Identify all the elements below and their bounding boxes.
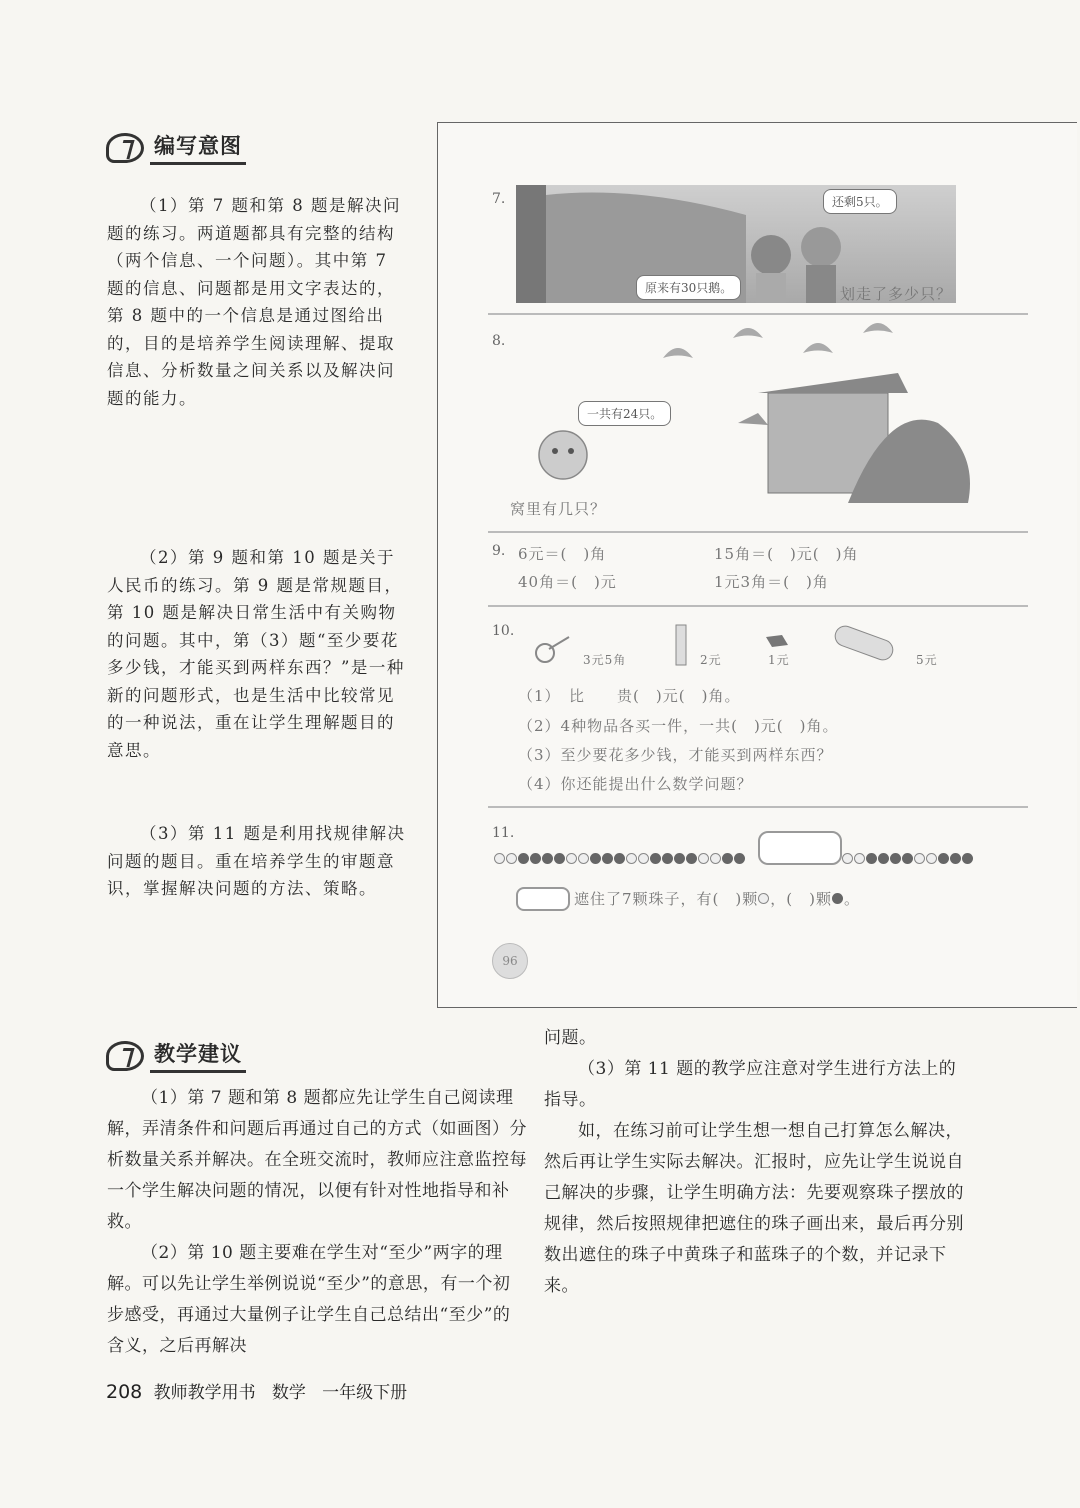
book-icon bbox=[106, 1041, 144, 1071]
pencil-case-icon bbox=[830, 623, 900, 665]
q8-question: 窝里有几只？ bbox=[510, 500, 607, 518]
price-label: 2元 bbox=[700, 653, 722, 667]
q9-item: 15角＝( )元( )角 bbox=[714, 545, 859, 563]
price-label: 5元 bbox=[916, 653, 938, 667]
bead-string bbox=[494, 849, 746, 868]
divider bbox=[488, 605, 1028, 607]
divider bbox=[488, 313, 1028, 315]
q9-item: 1元3角＝( )角 bbox=[714, 573, 829, 591]
divider bbox=[488, 531, 1028, 533]
price-label: 3元5角 bbox=[583, 653, 627, 667]
suggestion-paragraph-1: （1）第 7 题和第 8 题都应先让学生自己阅读理解，弄清条件和问题后再通过自己的方式（如画图）分析数量关系并解决。在全班交流时，教师应注意监控每一个学生解决问题的情况，以便有针对性地指导和补救。 bbox=[107, 1088, 527, 1232]
intent-paragraph-3: （3）第 11 题是利用找规律解决问题的题目。重在培养学生的审题意识，掌握解决问题的方法、策略。 bbox=[107, 824, 406, 898]
suggestion-paragraph-4: 如，在练习前可让学生想一想自己打算怎么解决，然后再让学生实际去解决。汇报时，应先让学生说说自己解决的步骤，让学生明确方法：先要观察珠子摆放的规律，然后按照规律把遮住的珠子画出来，最后再分别数出遮住的珠子中黄珠子和蓝珠子的个数，并记录下来。 bbox=[544, 1121, 964, 1296]
page-footer bbox=[106, 1378, 407, 1403]
q10-question-2: （2）4种物品各买一件，一共( )元( )角。 bbox=[518, 717, 839, 735]
orange-character-icon bbox=[533, 423, 593, 483]
grade: 一年级下册 bbox=[322, 1383, 408, 1403]
section-title: 教学建议 bbox=[150, 1038, 246, 1073]
textbook-page-number: 96 bbox=[492, 943, 528, 979]
flying-geese-icon bbox=[653, 318, 903, 398]
book-icon bbox=[106, 133, 144, 163]
glue-stick-icon bbox=[674, 623, 688, 667]
q10-question-3: （3）至少要花多少钱，才能买到两样东西？ bbox=[518, 746, 833, 764]
question-number: 8. bbox=[492, 333, 506, 349]
q11-question: 遮住了7颗珠子，有( )颗 ，( )颗 。 bbox=[574, 890, 860, 908]
small-cover-box bbox=[516, 887, 570, 911]
suggestions-left-column bbox=[107, 1083, 527, 1362]
question-number: 9. bbox=[492, 543, 506, 559]
intent-paragraph-1: （1）第 7 题和第 8 题是解决问题的练习。两道题都具有完整的结构（两个信息、一个问题）。其中第 7 题的信息、问题都是用文字表达的，第 8 题中的一个信息是通过图给出的，目的是培养学生阅读理解、提取信息、分析数量之间关系以及解决问题的能力。 bbox=[107, 196, 401, 408]
blue-bead-icon bbox=[832, 893, 843, 904]
q9-item: 40角＝( )元 bbox=[518, 573, 617, 591]
yellow-bead-icon bbox=[758, 893, 769, 904]
q7-question: 划走了多少只？ bbox=[840, 285, 953, 303]
q10-question-1: （1） 比 贵( )元( )角。 bbox=[518, 687, 741, 705]
speech-bubble: 一共有24只。 bbox=[578, 401, 671, 426]
section-title: 编写意图 bbox=[150, 130, 246, 165]
speech-bubble-right: 还剩5只。 bbox=[823, 189, 897, 214]
suggestions-right-column bbox=[544, 1023, 964, 1302]
suggestion-paragraph-2: （2）第 10 题主要难在学生对“至少”两字的理解。可以先让学生举例说说“至少”的意思，有一个初步感受，再通过大量例子让学生自己总结出“至少”的含义，之后再解决 bbox=[107, 1243, 511, 1356]
section-header-suggestions bbox=[106, 1038, 246, 1073]
price-label: 1元 bbox=[768, 653, 790, 667]
question-number: 11. bbox=[492, 825, 515, 841]
question-number: 7. bbox=[492, 191, 506, 207]
speech-bubble-left: 原来有30只鹅。 bbox=[636, 275, 741, 300]
textbook-page-image bbox=[437, 122, 1077, 1008]
cover-box bbox=[758, 831, 842, 865]
scissors-icon bbox=[533, 635, 573, 665]
section-header-intent bbox=[106, 130, 246, 165]
question-number: 10. bbox=[492, 623, 515, 639]
q9-item: 6元＝( )角 bbox=[518, 545, 607, 563]
q10-question-4: （4）你还能提出什么数学问题？ bbox=[518, 775, 753, 793]
eraser-icon bbox=[764, 633, 790, 649]
suggestion-paragraph-3: （3）第 11 题的教学应注意对学生进行方法上的指导。 bbox=[544, 1059, 957, 1110]
divider bbox=[488, 806, 1028, 808]
intent-paragraph-2: （2）第 9 题和第 10 题是关于人民币的练习。第 9 题是常规题目，第 10 题是解决日常生活中有关购物的问题。其中，第（3）题“至少要花多少钱，才能买到两样东西？”是一种新的问题形式，也是生活中比较常见的一种说法，重在让学生理解题目的意思。 bbox=[107, 548, 405, 760]
book-title: 教师教学用书 bbox=[153, 1383, 256, 1403]
subject: 数学 bbox=[271, 1383, 306, 1403]
suggestion-continuation: 问题。 bbox=[544, 1028, 597, 1048]
page-number: 208 bbox=[106, 1381, 143, 1403]
bead-string-end bbox=[842, 849, 974, 868]
